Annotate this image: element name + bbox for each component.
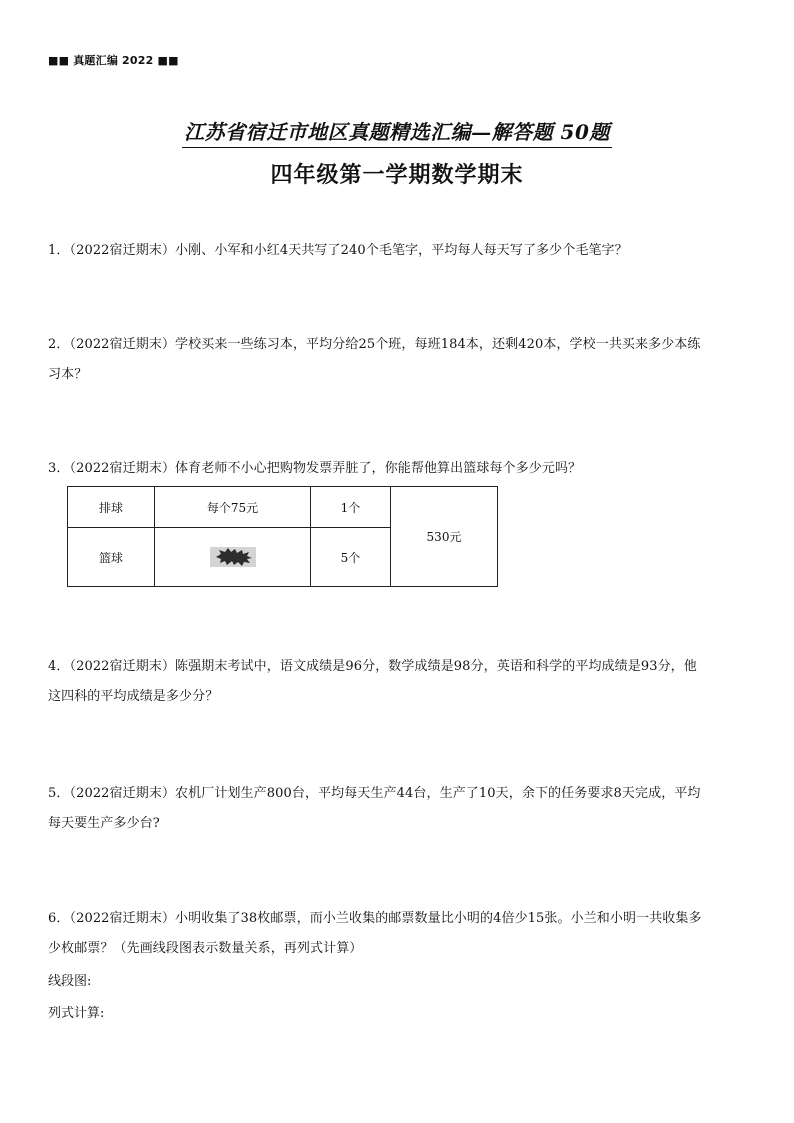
answer-label-calc: 列式计算: [48, 1006, 105, 1021]
question-2-line-2: 习本？ [48, 367, 88, 382]
question-2-line-1: 2．（2022宿迁期末）学校买来一些练习本，平均分给25个班，每班184本，还剩420本，学校一共买来多少本练 [48, 337, 701, 352]
document-title-text: 江苏省宿迁市地区真题精选汇编—解答题 50题 [182, 116, 612, 148]
answer-label-diagram: 线段图: [48, 974, 92, 989]
question-1-line-1: 1．（2022宿迁期末）小刚、小军和小红4天共写了240个毛笔字，平均每人每天写了多少个毛笔字？ [48, 243, 628, 258]
receipt-total: 530元 [391, 487, 498, 587]
question-6 [48, 904, 748, 964]
receipt-item-volleyball: 排球 [68, 487, 155, 528]
document-title [0, 116, 794, 148]
question-5 [48, 779, 748, 839]
receipt-price-volleyball: 每个75元 [155, 487, 311, 528]
question-3 [48, 454, 748, 484]
question-2 [48, 330, 748, 390]
question-4 [48, 652, 748, 712]
question-5-line-1: 5．（2022宿迁期末）农机厂计划生产800台，平均每天生产44台，生产了10天，余下的任务要求8天完成，平均 [48, 786, 701, 801]
question-6-line-2: 少枚邮票？（先画线段图表示数量关系，再列式计算） [48, 941, 363, 956]
question-5-line-2: 每天要生产多少台? [48, 816, 160, 831]
ink-stain-icon [210, 547, 256, 567]
document-subtitle: 四年级第一学期数学期末 [270, 162, 524, 188]
question-4-line-2: 这四科的平均成绩是多少分？ [48, 689, 219, 704]
receipt-qty-basketball: 5个 [311, 528, 391, 587]
receipt-table [67, 486, 498, 587]
receipt-qty-volleyball: 1个 [311, 487, 391, 528]
receipt-item-basketball: 篮球 [68, 528, 155, 587]
question-4-line-1: 4．（2022宿迁期末）陈强期末考试中，语文成绩是96分，数学成绩是98分，英语和科学的平均成绩是93分，他 [48, 659, 697, 674]
question-6-line-1: 6．（2022宿迁期末）小明收集了38枚邮票，而小兰收集的邮票数量比小明的4倍少15张。小兰和小明一共收集多 [48, 911, 702, 926]
receipt-row-volleyball [68, 487, 498, 528]
question-1 [48, 236, 748, 266]
receipt-price-basketball [155, 528, 311, 587]
question-3-line-1: 3．（2022宿迁期末）体育老师不小心把购物发票弄脏了，你能帮他算出篮球每个多少元吗？ [48, 461, 582, 476]
header-tag: ■■ 真题汇编 2022 ■■ [48, 54, 179, 67]
